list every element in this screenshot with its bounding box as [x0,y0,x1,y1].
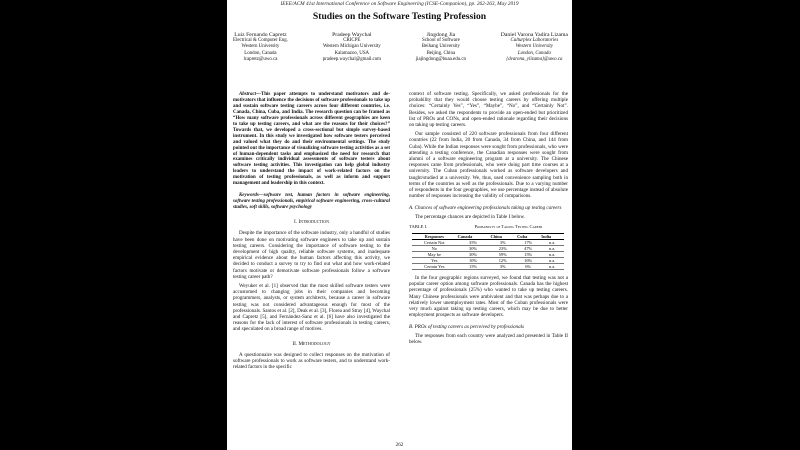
abstract-text: —This paper attempts to understand motivators and de-motivators that influence the decisions of software professionals to take up and sustain software testing careers across four different countries, i.e. Canada, China, Cuba, and India. The research question can be framed as “How many software professionals across different geographies are keen to take up testing careers, and what are the reasons for their choices?” Towards that, we developed a cross-sectional but simple survey-based instrument. In this study we investigated how software testers perceived and valued what they do and their environmental settings. The study pointed out the importance of visualizing software testing activities as a set of human-dependent tasks and emphasized the need for research that examines critically individual assessments of software testers about software testing activities. This investigation can help global industry leaders to understand the impact of work-related factors on the motivation of testing professionals, as well as inform and support management and leadership in this context. [233,92,390,187]
author-affiliation: CRICPE [343,38,361,44]
author-affiliation: Culturplex Laboratories [510,38,559,44]
table-cell: 6% [516,264,540,270]
paragraph: The percentage chances are depicted in Table I below. [415,213,525,220]
running-header: IEEE/ACM 41st International Conference on Software Engineering (ICSE-Companion), pp. 262-263, May 2019 [280,1,519,7]
table-cell: 30% [457,246,490,252]
paper-page [227,0,572,450]
author-affiliation: Western University [241,44,280,50]
table-cell: 30% [457,252,490,258]
table-header-cell: China [489,234,516,240]
table-cell: n.a. [540,240,564,246]
right-column [409,91,568,345]
author-2 [323,32,381,63]
table-cell: 10% [457,258,490,264]
table-cell: 15% [457,264,490,270]
table-label: TABLE I. [409,223,428,229]
table-row [412,264,564,270]
table-cell: 3% [489,240,516,246]
table-cell: n.a. [540,264,564,270]
author-email: pradeep.waychal@gmail.com [322,56,381,62]
keywords-label: Keywords [239,193,259,199]
left-black-margin [0,0,227,450]
author-email: {dvarona, ylizama}@uwo.ca [506,56,563,62]
keywords [233,193,390,211]
author-email: jiajingdong@buaa.edu.cn [415,56,466,62]
table-cell: Certain Yes [412,264,457,270]
paper-title: Studies on the Software Testing Profession [312,11,487,22]
table-header-cell: Cuba [516,234,540,240]
table-cell: May be [412,252,457,258]
paragraph: Our sample consisted of 220 software professionals from four different countries (22 from India, 20 from Canada, 34 from China, and 144 from Cuba). While the Indian responses were sought from professionals, who were attending a testing conference, the Canadian responses were sought from alumni of a software engineering program at a university. The Chinese responses came from professionals, who were doing part time courses at a university. The Cuban professionals worked as software developers and taught/studied at a university. We, thus, used convenience sampling both in terms of the countries as well as the professionals. Due to a varying number of respondents in the four geographies, we use percentage instead of absolute number of responses increasing the validity of comparisons. [409,131,568,200]
paragraph: Despite the importance of the software industry, only a handful of studies have been done on motivating software engineers to take up and sustain testing careers. Considering the importance of software testing to the development of high quality, reliable software systems, and inadequate empirical evidence about the human factors affecting this activity, we decided to conduct a survey to try to find out what and how work-related factors motivate or demotivate software professionals follow a software testing career path? [233,230,390,280]
paragraph: context of software testing. Specifically, we asked professionals for the probability that they would choose testing careers by offering multiple choices: “Certainly Yes”, “Yes”, “Maybe”, “No”, and “Certainly Not”. Besides, we asked the respondents to provide an open-ended but prioritized list of PROs and CONs, and open-ended rationale regarding their decisions on taking up testing careers. [409,91,568,129]
table-cell: n.a. [540,258,564,264]
author-affiliation: Electrical & Computer Eng. [233,38,288,44]
right-black-margin [572,0,800,450]
author-affiliation: School of Software [422,38,460,44]
table-cell: n.a. [540,252,564,258]
author-affiliation: Western Michigan University [322,44,381,50]
table-header-cell: Responses [412,234,457,240]
author-location: Kalamazoo, USA [334,50,370,56]
table-cell: 23% [489,246,516,252]
table-header-cell: Canada [457,234,490,240]
table-cell: 59% [489,252,516,258]
abstract [233,92,390,187]
author-location: Beijing, China [426,50,456,56]
author-name: Luiz Fernando Capretz [234,32,287,38]
table-cell: 35% [457,240,490,246]
abstract-label: Abstract [239,92,257,97]
paragraph: In the four geographic regions surveyed, we found that testing was not a popular career option among software professionals. Canada has the highest percentage of professionals (25%) who wanted to take up testing careers. Many Chinese professionals were ambivalent and that was perhaps due to a relatively lower unemployment rates. Most of the Cuban professionals were very much against taking up testing careers, which may be due to better employment prospects as software developers. [409,275,568,319]
paragraph: A questionnaire was designed to collect responses on the motivation of software professionals to work as software testers, and to understand work-related factors in the specific [233,351,390,371]
probability-table [412,233,564,270]
table-header-cell: India [540,234,564,240]
keywords-text: —software test, human factors in software engineering, software testing professionals, empirical software engineering, cross-cultural studies, soft skills, software psychology [233,193,390,211]
table-cell: 47% [516,246,540,252]
author-name: Daniel Varona Yadira Lizama [500,32,568,38]
author-location: London, Canada [517,50,551,56]
author-block [233,32,568,63]
author-location: London, Canada [244,50,277,56]
author-affiliation: Western University [515,44,553,50]
section-heading-introduction: I. Introduction [294,219,329,226]
subsection-heading-a: A. Chances of software engineering professionals taking up testing careers [409,205,562,212]
paragraph: Weyuker et al. [1] observed that the most skilled software testers were accustomed to changing jobs in their companies and becoming programmers, analysts, or system architects, because a career in software testing was not considered advantageous enough for most of the professionals. Santos et al. [2], Deak et al. [3], Florea and Stray [4], Waychal and Capretz [5], and Fernández-Sanz et al. [6] have also investigated the reasons for the lack of interest of software professionals in testing careers, and speculated on a broad range of motives. [233,282,390,333]
author-1 [233,32,288,63]
left-column [233,92,390,370]
table-cell: Yes [412,258,457,264]
table-title: Probability of Taking Testing Career [474,223,543,229]
author-email: lcapretz@uwo.ca [243,56,278,62]
table-cell: 16% [516,258,540,264]
table-cell: Certain Not [412,240,457,246]
subsection-heading-b: B. PROs of testing careers as perceived by professionals [409,324,525,331]
author-3 [416,32,466,63]
table-cell: 15% [516,252,540,258]
table-caption [409,224,568,230]
author-4 [501,32,568,63]
section-heading-methodology: II. Methodology [292,340,331,347]
table-cell: n.a. [540,246,564,252]
table-cell: 12% [489,258,516,264]
table-cell: 17% [516,240,540,246]
page-number: 262 [395,442,404,448]
author-name: Jingdong Jia [426,32,456,38]
table-cell: 3% [489,264,516,270]
author-name: Pradeep Waychal [332,32,372,38]
paragraph: The responses from each country were analyzed and presented in Table II below. [409,332,568,345]
table-cell: No [412,246,457,252]
author-affiliation: Beihang University [421,44,460,50]
